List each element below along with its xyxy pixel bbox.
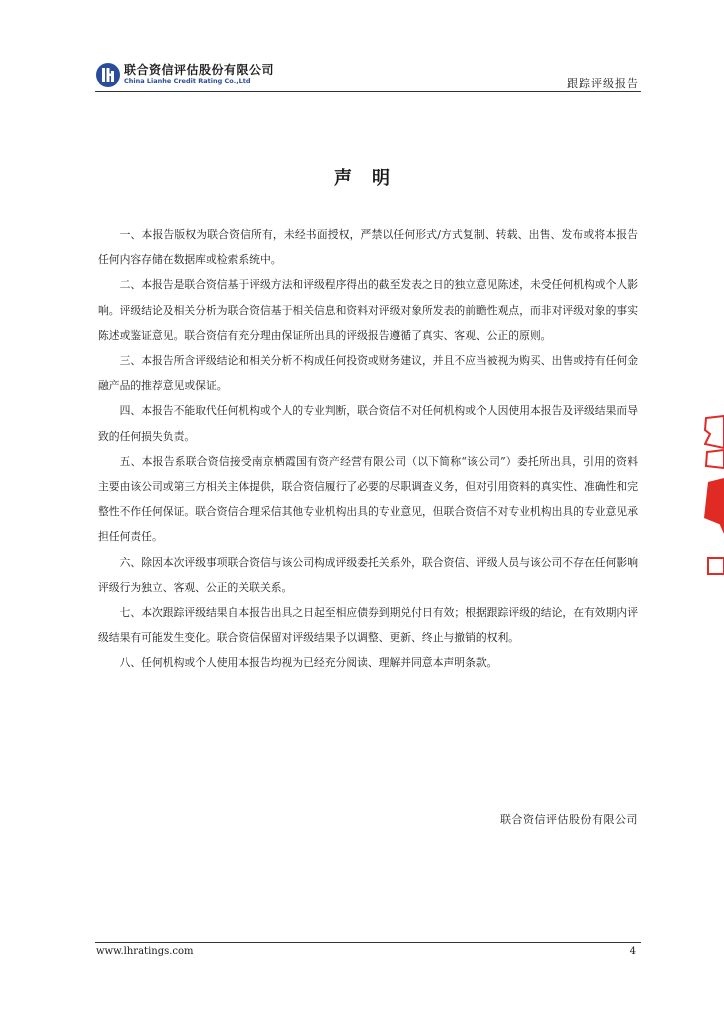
declaration-item-7: 七、本次跟踪评级结果自本报告出具之日起至相应债券到期兑付日有效；根据跟踪评级的结论，在有效期内评级结果有可能发生变化。联合资信保留对评级结果予以调整、更新、终止与撤销的权利。 (98, 606, 638, 645)
footer-divider (95, 942, 641, 943)
declaration-item-1: 一、本报告版权为联合资信所有，未经书面授权，严禁以任何形式/方式复制、转载、出售、发布或将本报告任何内容存储在数据库或检索系统中。 (98, 228, 638, 267)
declaration-body (98, 222, 638, 676)
page-header (95, 58, 641, 92)
header-divider (95, 91, 641, 92)
declaration-item-6: 六、除因本次评级事项联合资信与该公司构成评级委托关系外，联合资信、评级人员与该公司不存在任何影响评级行为独立、客观、公正的关联关系。 (98, 555, 638, 594)
declaration-item-3: 三、本报告所含评级结论和相关分析不构成任何投资或财务建议，并且不应当被视为购买、出售或持有任何金融产品的推荐意见或保证。 (98, 354, 638, 393)
declaration-item-5: 五、本报告系联合资信接受南京栖霞国有资产经营有限公司（以下简称“该公司”）委托所出具，引用的资料主要由该公司或第三方相关主体提供，联合资信履行了必要的尽职调查义务，但对引用资料的真实性、准确性和完整性不作任何保证。联合资信合理采信其他专业机构出具的专业意见，但联合资信不对专业机构出具的专业意见承担任何责任。 (98, 454, 638, 544)
company-logo-icon (95, 62, 121, 88)
footer-url: www.lhratings.com (96, 946, 194, 957)
page-number: 4 (629, 946, 636, 957)
declaration-item-8: 八、任何机构或个人使用本报告均视为已经充分阅读、理解并同意本声明条款。 (119, 656, 498, 670)
page-title: 声明 (334, 168, 410, 189)
company-name-cn: 联合资信评估股份有限公司 (124, 63, 275, 77)
declaration-item-2: 二、本报告是联合资信基于评级方法和评级程序得出的截至发表之日的独立意见陈述，未受任何机构或个人影响。评级结论及相关分析为联合资信基于相关信息和资料对评级对象所发表的前瞻性观点，而非对评级对象的事实陈述或鉴证意见。联合资信有充分理由保证所出具的评级报告遵循了真实、客观、公正的原则。 (98, 278, 638, 342)
declaration-item-4: 四、本报告不能取代任何机构或个人的专业判断，联合资信不对任何机构或个人因使用本报告及评级结果而导致的任何损失负责。 (98, 404, 638, 443)
company-name-en: China Lianhe Credit Rating Co.,Ltd (124, 77, 251, 85)
seal-stamp-icon (704, 408, 724, 584)
report-type: 跟踪评级报告 (567, 77, 639, 90)
company-signature: 联合资信评估股份有限公司 (500, 813, 638, 826)
